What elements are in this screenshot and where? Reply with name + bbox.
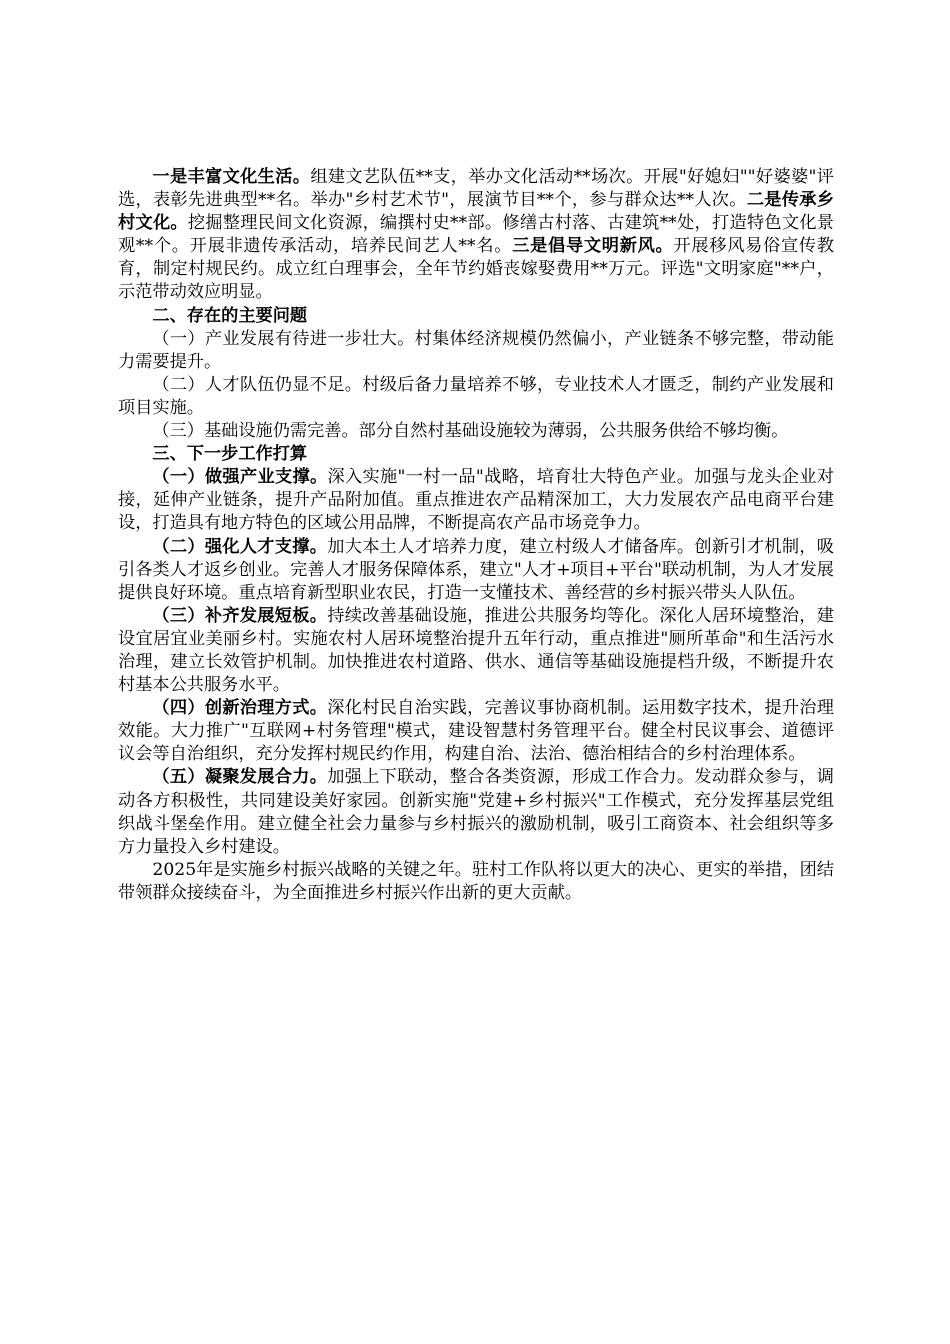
closing-paragraph: 2025年是实施乡村振兴战略的关键之年。驻村工作队将以更大的决心、更实的举措，团结带领群众接续奋斗，为全面推进乡村振兴作出新的更大贡献。	[118, 859, 834, 903]
plan-item-text: 深化村民自治实践，完善议事协商机制。运用数字技术，提升治理效能。大力推广"互联网+村务管理"模式，建设智慧村务管理平台。健全村民议事会、道德评议会等自治组织，充分发挥村规民约作用，构建自治、法治、德治相结合的乡村治理体系。	[118, 698, 834, 765]
problem-item: （一）产业发展有待进一步壮大。村集体经济规模仍然偏小，产业链条不够完整，带动能力需要提升。	[118, 328, 834, 372]
plan-item-title: （三）补齐发展短板。	[152, 605, 328, 626]
plan-item-title: （五）凝聚发展合力。	[152, 767, 328, 788]
point-inherit-culture-title: 二是传承乡村文化。	[118, 190, 834, 234]
section-heading-problems: 二、存在的主要问题	[152, 305, 308, 326]
culture-paragraph	[118, 166, 834, 305]
plan-item-text: 持续改善基础设施，推进公共服务均等化。深化人居环境整治，建设宜居宜业美丽乡村。实施农村人居环境整治提升五年行动，重点推进"厕所革命"和生活污水治理，建立长效管护机制。加快推进农村道路、供水、通信等基础设施提档升级，不断提升农村基本公共服务水平。	[118, 605, 834, 696]
plan-item-text: 加大本土人才培养力度，建立村级人才储备库。创新引才机制，吸引各类人才返乡创业。完善人才服务保障体系，建立"人才+项目+平台"联动机制，为人才发展提供良好环境。重点培育新型职业农民，打造一支懂技术、善经营的乡村振兴带头人队伍。	[118, 536, 834, 603]
point-rich-culture-title: 一是丰富文化生活。	[152, 167, 311, 187]
plan-item	[118, 697, 834, 766]
plan-item-title: （一）做强产业支撑。	[152, 467, 328, 488]
plan-item	[118, 766, 834, 858]
problem-item: （三）基础设施仍需完善。部分自然村基础设施较为薄弱，公共服务供给不够均衡。	[152, 421, 789, 442]
point-inherit-culture-text: 挖掘整理民间文化资源，编撰村史**部。修缮古村落、古建筑**处，打造特色文化景观**个。开展非遗传承活动，培养民间艺人**名。	[118, 213, 834, 257]
plan-item	[118, 536, 834, 605]
plan-item-title: （二）强化人才支撑。	[152, 536, 328, 557]
plan-item-text: 加强上下联动，整合各类资源，形成工作合力。发动群众参与，调动各方积极性，共同建设美好家园。创新实施"党建+乡村振兴"工作模式，充分发挥基层党组织战斗堡垒作用。建立健全社会力量参与乡村振兴的激励机制，吸引工商资本、社会组织等多方力量投入乡村建设。	[118, 767, 834, 857]
plan-item	[118, 466, 834, 535]
document-page	[118, 166, 834, 905]
point-rich-culture-text: 组建文艺队伍**支，举办文化活动**场次。开展"好媳妇""好婆婆"评选，表彰先进典型**名。举办"乡村艺术节"，展演节目**个，参与群众达**人次。	[118, 167, 834, 211]
plan-item	[118, 605, 834, 697]
section-heading-next-steps: 三、下一步工作打算	[152, 444, 308, 465]
plan-item-title: （四）创新治理方式。	[152, 698, 328, 719]
plan-item-text: 深入实施"一村一品"战略，培育壮大特色产业。加强与龙头企业对接，延伸产业链条，提升产品附加值。重点推进农产品精深加工，大力发展农产品电商平台建设，打造具有地方特色的区域公用品牌，不断提高农产品市场竞争力。	[118, 467, 834, 534]
point-civility-text: 开展移风易俗宣传教育，制定村规民约。成立红白理事会，全年节约婚丧嫁娶费用**万元。评选"文明家庭"**户，示范带动效应明显。	[118, 236, 834, 303]
point-civility-title: 三是倡导文明新风。	[512, 236, 674, 257]
problem-item: （二）人才队伍仍显不足。村级后备力量培养不够，专业技术人才匮乏，制约产业发展和项目实施。	[118, 374, 834, 418]
